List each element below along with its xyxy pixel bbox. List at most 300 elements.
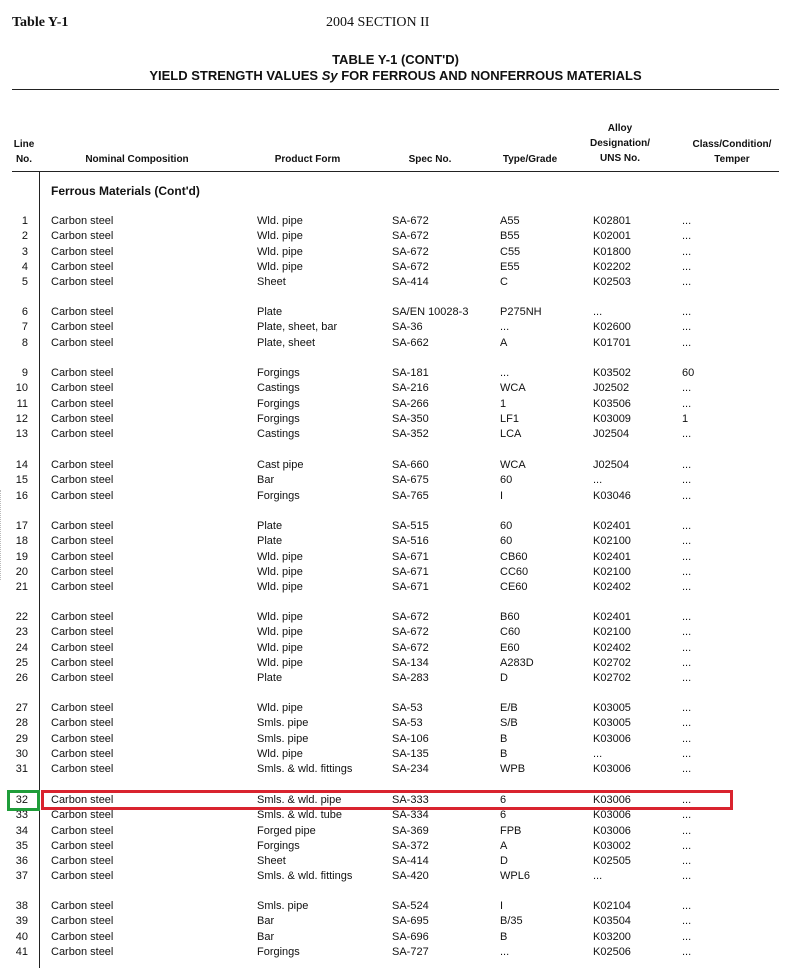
cell-spec-no: SA-662: [392, 336, 429, 349]
cell-product-form: Bar: [257, 474, 275, 487]
cell-line-number: 4: [21, 260, 28, 273]
cell-class-condition: ...: [682, 489, 692, 502]
cell-line-number: 16: [15, 489, 28, 502]
cell-composition: Carbon steel: [51, 824, 114, 837]
cell-product-form: Smls. pipe: [257, 717, 309, 730]
cell-uns-no: K02600: [593, 321, 631, 334]
cell-composition: Carbon steel: [51, 945, 114, 958]
cell-line-number: 30: [15, 747, 28, 760]
cell-spec-no: SA-414: [392, 855, 429, 867]
cell-composition: Carbon steel: [51, 276, 114, 288]
cell-spec-no: SA-106: [392, 732, 429, 745]
cell-product-form: Plate, sheet, bar: [257, 321, 338, 334]
cell-uns-no: K03502: [593, 367, 631, 379]
cell-uns-no: K02100: [593, 565, 631, 578]
subtitle-pre: YIELD STRENGTH VALUES: [149, 68, 322, 83]
cell-uns-no: K02503: [593, 276, 631, 288]
cell-line-number: 36: [15, 855, 28, 867]
cell-composition: Carbon steel: [51, 870, 114, 883]
cell-line-number: 27: [15, 702, 28, 714]
cell-type-grade: A283D: [500, 656, 534, 669]
cell-class-condition: ...: [682, 397, 692, 410]
cell-class-condition: ...: [682, 611, 692, 623]
cell-uns-no: K02001: [593, 230, 631, 243]
cell-type-grade: B60: [500, 611, 520, 623]
cell-uns-no: K03005: [593, 702, 631, 714]
cell-spec-no: SA-372: [392, 839, 429, 852]
cell-line-number: 20: [15, 565, 28, 578]
cell-product-form: Cast pipe: [257, 459, 304, 471]
cell-uns-no: K02100: [593, 535, 631, 548]
cell-class-condition: ...: [682, 945, 692, 958]
cell-composition: Carbon steel: [51, 747, 114, 760]
cell-type-grade: A: [500, 839, 508, 852]
cell-product-form: Forgings: [257, 412, 300, 425]
cell-class-condition: ...: [682, 626, 692, 639]
cell-type-grade: ...: [500, 321, 510, 334]
cell-product-form: Sheet: [257, 855, 286, 867]
col-product-form: Product Form: [274, 154, 341, 165]
cell-line-number: 31: [15, 763, 28, 775]
cell-product-form: Smls. & wld. fittings: [257, 763, 353, 775]
col-designation-label: Designation/: [589, 138, 650, 149]
cell-uns-no: J02502: [593, 382, 630, 395]
cell-class-condition: ...: [682, 321, 692, 334]
cell-type-grade: E/B: [500, 702, 518, 714]
cell-line-number: 41: [15, 945, 28, 958]
subtitle-post: FOR FERROUS AND NONFERROUS MATERIALS: [337, 68, 642, 83]
cell-composition: Carbon steel: [51, 717, 114, 730]
col-spec-no: Spec No.: [408, 154, 452, 165]
cell-composition: Carbon steel: [51, 626, 114, 639]
cell-product-form: Plate: [257, 672, 283, 684]
cell-class-condition: ...: [682, 900, 692, 912]
cell-class-condition: ...: [682, 550, 692, 563]
top-rule: [12, 89, 779, 90]
cell-type-grade: B: [500, 747, 508, 760]
cell-product-form: Smls. & wld. pipe: [257, 794, 342, 806]
cell-class-condition: ...: [682, 824, 692, 837]
cell-class-condition: ...: [682, 336, 692, 349]
cell-type-grade: A: [500, 336, 508, 349]
cell-class-condition: ...: [682, 930, 692, 943]
cell-line-number: 38: [15, 900, 28, 912]
cell-uns-no: K03006: [593, 763, 631, 775]
cell-class-condition: ...: [682, 306, 692, 318]
cell-type-grade: 60: [500, 535, 513, 548]
cell-spec-no: SA-672: [392, 245, 429, 258]
cell-line-number: 17: [15, 520, 28, 532]
cell-uns-no: K03006: [593, 732, 631, 745]
cell-line-number: 37: [15, 870, 28, 883]
cell-class-condition: ...: [682, 870, 692, 883]
cell-spec-no: SA-524: [392, 900, 429, 912]
cell-composition: Carbon steel: [51, 535, 114, 548]
cell-composition: Carbon steel: [51, 702, 114, 714]
cell-type-grade: B: [500, 732, 508, 745]
cell-uns-no: K03006: [593, 794, 631, 806]
cell-type-grade: 1: [500, 397, 507, 410]
margin-mark: [0, 490, 7, 580]
cell-line-number: 5: [21, 276, 28, 288]
cell-product-form: Wld. pipe: [257, 230, 303, 243]
cell-uns-no: K02104: [593, 900, 631, 912]
section-title: Ferrous Materials (Cont'd): [51, 184, 200, 198]
cell-class-condition: ...: [682, 672, 692, 684]
cell-composition: Carbon steel: [51, 459, 114, 471]
cell-product-form: Wld. pipe: [257, 656, 303, 669]
col-class-label: Class/Condition/: [692, 139, 772, 150]
cell-line-number: 26: [15, 672, 28, 684]
cell-product-form: Wld. pipe: [257, 260, 303, 273]
cell-line-number: 35: [15, 839, 28, 852]
cell-line-number: 23: [15, 626, 28, 639]
cell-product-form: Forgings: [257, 945, 300, 958]
cell-type-grade: C60: [500, 626, 521, 639]
cell-product-form: Forged pipe: [257, 824, 316, 837]
cell-composition: Carbon steel: [51, 565, 114, 578]
cell-spec-no: SA-266: [392, 397, 429, 410]
col-uns-label: UNS No.: [600, 153, 640, 164]
cell-composition: Carbon steel: [51, 397, 114, 410]
cell-spec-no: SA-671: [392, 550, 429, 563]
cell-uns-no: K02702: [593, 656, 631, 669]
col-no-label: No.: [15, 154, 33, 165]
cell-line-number: 12: [15, 412, 28, 425]
cell-line-number: 22: [15, 611, 28, 623]
cell-class-condition: ...: [682, 565, 692, 578]
cell-uns-no: K03009: [593, 412, 631, 425]
cell-spec-no: SA-283: [392, 672, 429, 684]
cell-type-grade: WPB: [500, 763, 526, 775]
cell-spec-no: SA-672: [392, 215, 429, 227]
cell-uns-no: J02504: [593, 428, 630, 440]
cell-spec-no: SA-414: [392, 276, 429, 288]
cell-uns-no: ...: [593, 870, 603, 883]
cell-spec-no: SA-234: [392, 763, 429, 775]
cell-class-condition: ...: [682, 855, 692, 867]
col-composition: Nominal Composition: [85, 154, 189, 165]
cell-uns-no: K03006: [593, 809, 631, 822]
cell-spec-no: SA-135: [392, 747, 429, 760]
cell-composition: Carbon steel: [51, 260, 114, 273]
cell-type-grade: 6: [500, 809, 507, 822]
cell-composition: Carbon steel: [51, 428, 114, 440]
cell-spec-no: SA-36: [392, 321, 423, 334]
col-class-condition: [682, 137, 782, 167]
cell-type-grade: A55: [500, 215, 520, 227]
cell-uns-no: K03002: [593, 839, 631, 852]
cell-type-grade: C: [500, 276, 508, 288]
cell-product-form: Forgings: [257, 397, 300, 410]
cell-uns-no: K01800: [593, 245, 631, 258]
cell-class-condition: ...: [682, 276, 692, 288]
cell-class-condition: ...: [682, 656, 692, 669]
cell-type-grade: LF1: [500, 412, 519, 425]
cell-class-condition: ...: [682, 474, 692, 487]
cell-spec-no: SA-672: [392, 641, 429, 654]
cell-spec-no: SA-216: [392, 382, 429, 395]
cell-class-condition: ...: [682, 763, 692, 775]
cell-type-grade: ...: [500, 945, 510, 958]
cell-spec-no: SA-672: [392, 626, 429, 639]
cell-uns-no: K02506: [593, 945, 631, 958]
cell-product-form: Wld. pipe: [257, 581, 303, 593]
cell-composition: Carbon steel: [51, 550, 114, 563]
cell-type-grade: LCA: [500, 428, 522, 440]
cell-type-grade: P275NH: [500, 306, 542, 318]
cell-product-form: Forgings: [257, 367, 300, 379]
cell-composition: Carbon steel: [51, 855, 114, 867]
cell-spec-no: SA-695: [392, 915, 429, 928]
cell-spec-no: SA-672: [392, 230, 429, 243]
cell-type-grade: E60: [500, 641, 520, 654]
cell-line-number: 25: [15, 656, 28, 669]
cell-product-form: Sheet: [257, 276, 286, 288]
cell-type-grade: B55: [500, 230, 520, 243]
cell-type-grade: CC60: [500, 565, 529, 578]
cell-type-grade: FPB: [500, 824, 522, 837]
cell-uns-no: K02702: [593, 672, 631, 684]
cell-product-form: Wld. pipe: [257, 626, 303, 639]
cell-type-grade: CE60: [500, 581, 528, 593]
cell-type-grade: I: [500, 489, 504, 502]
cell-uns-no: J02504: [593, 459, 630, 471]
cell-composition: Carbon steel: [51, 230, 114, 243]
cell-line-number: 18: [15, 535, 28, 548]
cell-uns-no: K02402: [593, 581, 631, 593]
cell-class-condition: 1: [682, 412, 689, 425]
cell-spec-no: SA-53: [392, 717, 423, 730]
cell-spec-no: SA-352: [392, 428, 429, 440]
cell-composition: Carbon steel: [51, 915, 114, 928]
cell-line-number: 28: [15, 717, 28, 730]
cell-type-grade: B/35: [500, 915, 523, 928]
cell-type-grade: WPL6: [500, 870, 530, 883]
cell-spec-no: SA-672: [392, 611, 429, 623]
cell-uns-no: K03200: [593, 930, 631, 943]
cell-spec-no: SA-671: [392, 581, 429, 593]
cell-composition: Carbon steel: [51, 809, 114, 822]
cell-class-condition: ...: [682, 230, 692, 243]
cell-class-condition: ...: [682, 520, 692, 532]
cell-class-condition: ...: [682, 459, 692, 471]
yield-symbol: Sy: [321, 68, 338, 83]
cell-composition: Carbon steel: [51, 336, 114, 349]
table-title: TABLE Y-1 (CONT'D): [332, 52, 459, 67]
cell-product-form: Plate: [257, 306, 283, 318]
cell-composition: Carbon steel: [51, 732, 114, 745]
cell-line-number: 40: [15, 930, 28, 943]
cell-class-condition: ...: [682, 245, 692, 258]
highlight-row-box: [41, 790, 733, 810]
cell-product-form: Smls. pipe: [257, 732, 309, 745]
cell-composition: Carbon steel: [51, 321, 114, 334]
cell-spec-no: SA-369: [392, 824, 429, 837]
cell-product-form: Smls. pipe: [257, 900, 309, 912]
line-column-divider: [39, 172, 40, 968]
cell-uns-no: ...: [593, 474, 603, 487]
cell-class-condition: ...: [682, 839, 692, 852]
cell-spec-no: SA-671: [392, 565, 429, 578]
cell-composition: Carbon steel: [51, 656, 114, 669]
cell-spec-no: SA-660: [392, 459, 429, 471]
col-alloy-label: Alloy: [607, 123, 633, 134]
cell-class-condition: ...: [682, 535, 692, 548]
col-alloy-uns: [580, 121, 660, 166]
cell-line-number: 32: [15, 794, 28, 806]
cell-spec-no: SA-134: [392, 656, 429, 669]
table-subtitle: [0, 68, 791, 83]
cell-product-form: Bar: [257, 915, 275, 928]
cell-spec-no: SA-334: [392, 809, 429, 822]
cell-product-form: Castings: [257, 382, 300, 395]
cell-composition: Carbon steel: [51, 930, 114, 943]
section-header: 2004 SECTION II: [326, 15, 430, 30]
cell-product-form: Wld. pipe: [257, 215, 303, 227]
cell-product-form: Smls. & wld. tube: [257, 809, 342, 822]
cell-composition: Carbon steel: [51, 641, 114, 654]
cell-composition: Carbon steel: [51, 794, 114, 806]
cell-product-form: Wld. pipe: [257, 641, 303, 654]
header-rule: [12, 171, 779, 172]
cell-type-grade: I: [500, 900, 504, 912]
cell-spec-no: SA-420: [392, 870, 429, 883]
cell-type-grade: C55: [500, 245, 521, 258]
cell-class-condition: ...: [682, 732, 692, 745]
cell-line-number: 14: [15, 459, 28, 471]
cell-composition: Carbon steel: [51, 581, 114, 593]
cell-line-number: 8: [21, 336, 28, 349]
cell-class-condition: ...: [682, 641, 692, 654]
cell-uns-no: K01701: [593, 336, 631, 349]
cell-product-form: Smls. & wld. fittings: [257, 870, 353, 883]
cell-type-grade: 6: [500, 794, 507, 806]
cell-uns-no: K03005: [593, 717, 631, 730]
cell-composition: Carbon steel: [51, 672, 114, 684]
cell-composition: Carbon steel: [51, 489, 114, 502]
cell-line-number: 6: [21, 306, 28, 318]
cell-type-grade: D: [500, 855, 508, 867]
cell-composition: Carbon steel: [51, 412, 114, 425]
cell-line-number: 9: [21, 367, 28, 379]
cell-spec-no: SA-333: [392, 794, 429, 806]
highlight-line-box: [7, 790, 40, 811]
cell-line-number: 29: [15, 732, 28, 745]
cell-type-grade: CB60: [500, 550, 528, 563]
cell-type-grade: WCA: [500, 382, 526, 395]
cell-class-condition: ...: [682, 915, 692, 928]
cell-line-number: 1: [21, 215, 28, 227]
cell-uns-no: K03046: [593, 489, 631, 502]
cell-composition: Carbon steel: [51, 611, 114, 623]
cell-uns-no: K02505: [593, 855, 631, 867]
cell-class-condition: ...: [682, 382, 692, 395]
cell-type-grade: ...: [500, 367, 510, 379]
cell-spec-no: SA-516: [392, 535, 429, 548]
cell-class-condition: ...: [682, 747, 692, 760]
cell-line-number: 7: [21, 321, 28, 334]
cell-line-number: 21: [15, 581, 28, 593]
cell-class-condition: ...: [682, 717, 692, 730]
cell-uns-no: K03506: [593, 397, 631, 410]
cell-uns-no: K02401: [593, 550, 631, 563]
cell-line-number: 15: [15, 474, 28, 487]
cell-composition: Carbon steel: [51, 245, 114, 258]
cell-spec-no: SA/EN 10028-3: [392, 306, 469, 318]
cell-line-number: 3: [21, 245, 28, 258]
cell-uns-no: K02401: [593, 611, 631, 623]
cell-spec-no: SA-696: [392, 930, 429, 943]
cell-product-form: Wld. pipe: [257, 245, 303, 258]
cell-uns-no: K02401: [593, 520, 631, 532]
cell-spec-no: SA-181: [392, 367, 429, 379]
cell-type-grade: E55: [500, 260, 520, 273]
cell-product-form: Plate, sheet: [257, 336, 316, 349]
cell-line-number: 24: [15, 641, 28, 654]
cell-spec-no: SA-53: [392, 702, 423, 714]
cell-product-form: Bar: [257, 930, 275, 943]
cell-uns-no: K03504: [593, 915, 631, 928]
cell-product-form: Forgings: [257, 839, 300, 852]
cell-line-number: 19: [15, 550, 28, 563]
cell-type-grade: D: [500, 672, 508, 684]
cell-product-form: Wld. pipe: [257, 550, 303, 563]
cell-line-number: 2: [21, 230, 28, 243]
cell-composition: Carbon steel: [51, 839, 114, 852]
cell-line-number: 11: [16, 397, 28, 410]
cell-composition: Carbon steel: [51, 382, 114, 395]
cell-line-number: 13: [15, 428, 28, 440]
cell-spec-no: SA-727: [392, 945, 429, 958]
cell-uns-no: ...: [593, 306, 603, 318]
cell-composition: Carbon steel: [51, 306, 114, 318]
col-temper-label: Temper: [714, 154, 750, 165]
cell-type-grade: 60: [500, 520, 513, 532]
col-line-label: Line: [13, 139, 35, 150]
cell-uns-no: K02100: [593, 626, 631, 639]
cell-class-condition: ...: [682, 702, 692, 714]
cell-composition: Carbon steel: [51, 900, 114, 912]
cell-class-condition: ...: [682, 794, 692, 806]
cell-product-form: Wld. pipe: [257, 747, 303, 760]
cell-line-number: 34: [15, 824, 28, 837]
cell-class-condition: ...: [682, 581, 692, 593]
cell-product-form: Plate: [257, 535, 283, 548]
cell-type-grade: B: [500, 930, 508, 943]
cell-type-grade: WCA: [500, 459, 526, 471]
cell-type-grade: S/B: [500, 717, 518, 730]
col-type-grade: Type/Grade: [502, 154, 558, 165]
cell-product-form: Plate: [257, 520, 283, 532]
cell-composition: Carbon steel: [51, 763, 114, 775]
cell-class-condition: ...: [682, 809, 692, 822]
cell-product-form: Castings: [257, 428, 300, 440]
cell-composition: Carbon steel: [51, 215, 114, 227]
cell-spec-no: SA-672: [392, 260, 429, 273]
cell-composition: Carbon steel: [51, 520, 114, 532]
cell-product-form: Wld. pipe: [257, 611, 303, 623]
cell-class-condition: ...: [682, 215, 692, 227]
cell-uns-no: ...: [593, 747, 603, 760]
cell-class-condition: 60: [682, 367, 695, 379]
cell-class-condition: ...: [682, 428, 692, 440]
cell-uns-no: K02402: [593, 641, 631, 654]
cell-composition: Carbon steel: [51, 367, 114, 379]
cell-type-grade: 60: [500, 474, 513, 487]
cell-product-form: Wld. pipe: [257, 702, 303, 714]
cell-spec-no: SA-765: [392, 489, 429, 502]
